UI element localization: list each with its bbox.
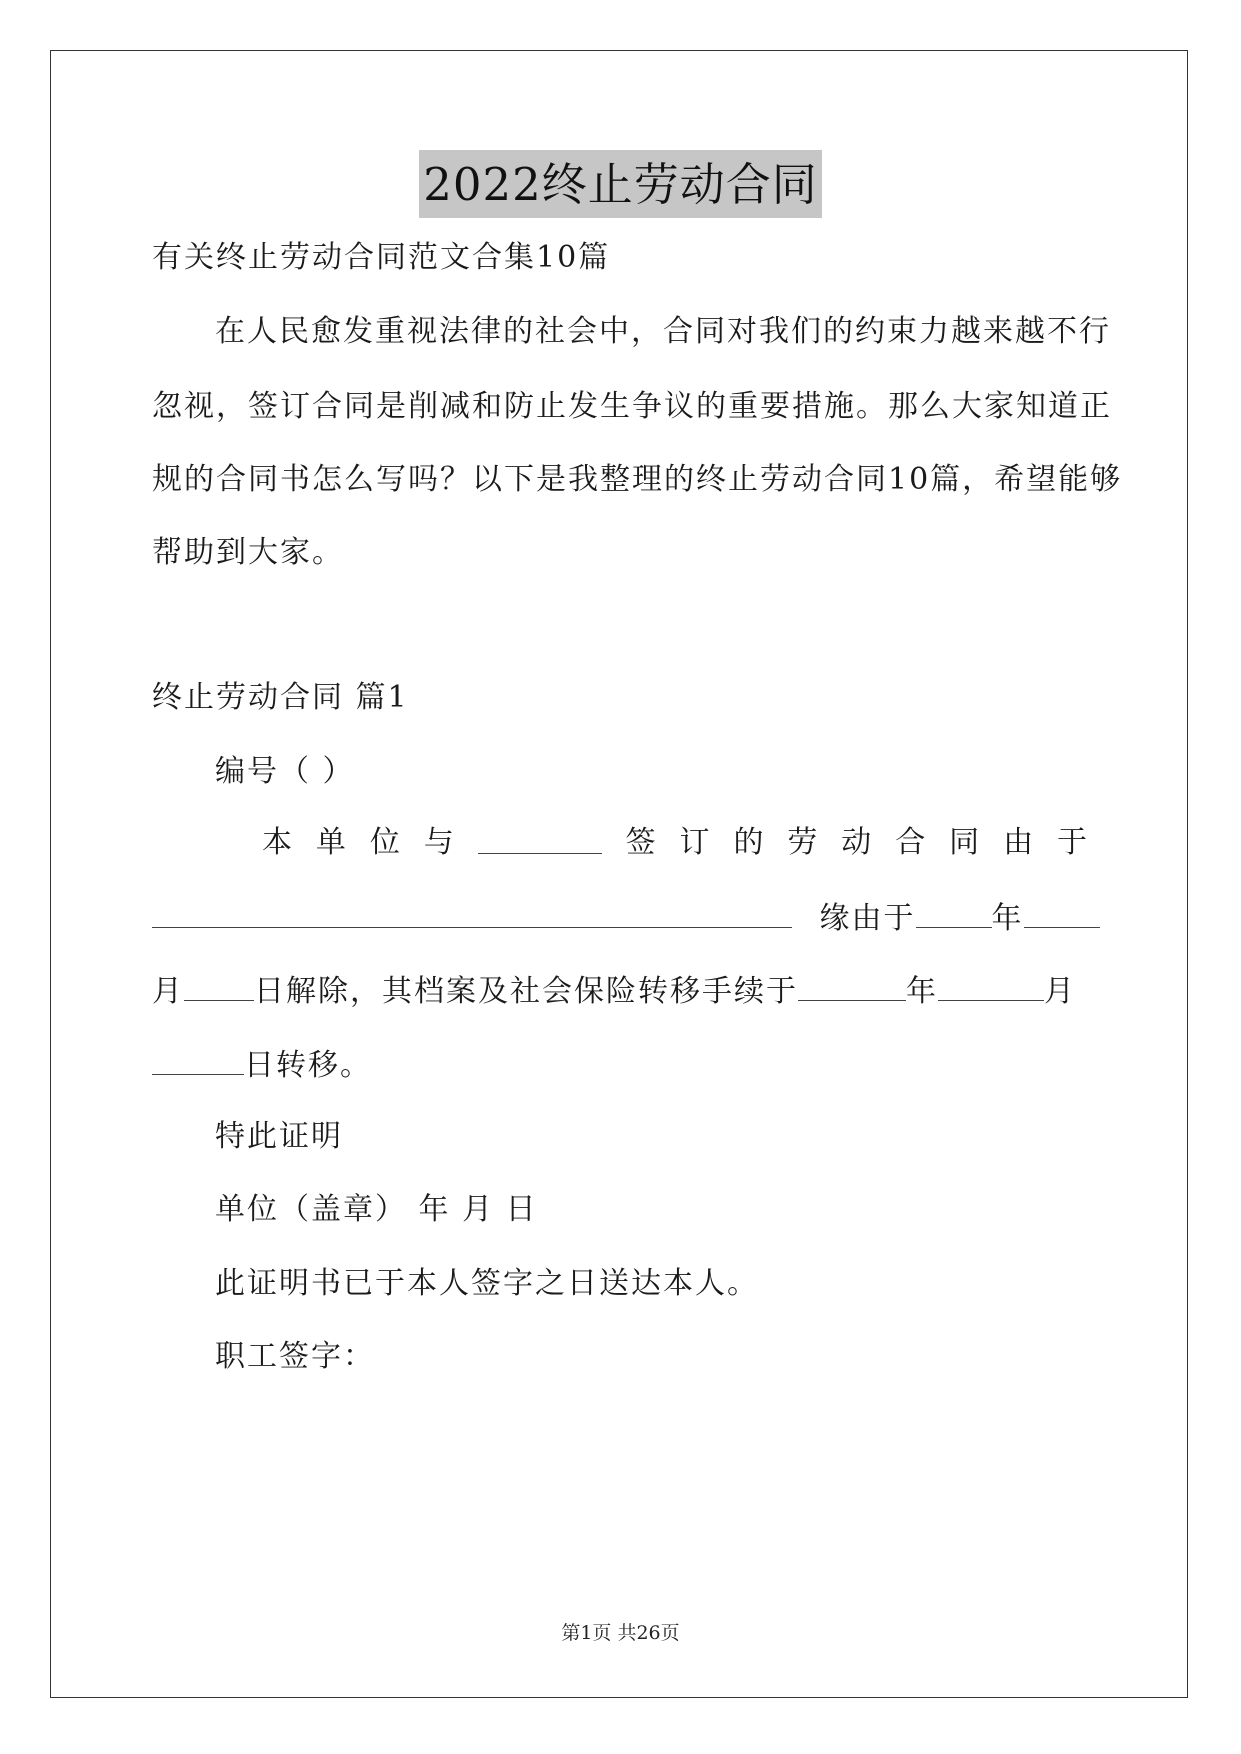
blank-transfer-month <box>938 970 1044 1001</box>
blank-month-end <box>1024 897 1100 928</box>
body-word: 订 <box>679 825 710 860</box>
section-heading: 终止劳动合同 篇1 <box>152 680 409 715</box>
blank-year <box>916 897 992 928</box>
unit-seal-line: 单位（盖章） 年 月 日 <box>215 1192 538 1227</box>
number-label: 编号（ ） <box>215 754 355 789</box>
intro-line-1: 在人民愈发重视法律的社会中，合同对我们的约束力越来越不行 <box>215 314 1111 349</box>
body-word: 签 <box>625 825 656 860</box>
dismissal-text: 日解除，其档案及社会保险转移手续于 <box>254 974 798 1009</box>
year-text: 年 <box>991 901 1024 936</box>
body-word: 单 <box>315 825 346 860</box>
reason-text: 缘由于 <box>819 901 916 936</box>
title-container <box>0 150 1241 218</box>
subtitle: 有关终止劳动合同范文合集10篇 <box>152 240 611 275</box>
blank-transfer-year <box>798 970 906 1001</box>
body-word: 由 <box>1003 825 1034 860</box>
document-title: 2022终止劳动合同 <box>419 150 822 218</box>
intro-line-4: 帮助到大家。 <box>152 535 344 570</box>
blank-transfer-day <box>152 1044 244 1075</box>
body-line-3 <box>152 970 1076 1012</box>
body-word: 同 <box>949 825 980 860</box>
intro-line-2: 忽视，签订合同是削减和防止发生争议的重要措施。那么大家知道正 <box>152 389 1112 424</box>
body-word: 与 <box>423 825 454 860</box>
body-word: 动 <box>841 825 872 860</box>
blank-employee <box>478 823 602 865</box>
body-line-4 <box>152 1044 372 1086</box>
body-word: 位 <box>369 825 400 860</box>
month-text: 月 <box>152 974 184 1009</box>
certify-text: 特此证明 <box>215 1119 343 1154</box>
body-word: 于 <box>1056 825 1087 860</box>
blank-reason <box>152 897 792 928</box>
transfer-year-text: 年 <box>906 974 938 1009</box>
blank-day <box>184 970 254 1001</box>
transfer-day-text: 日转移。 <box>244 1048 372 1083</box>
page-border <box>50 50 1188 1698</box>
intro-line-3: 规的合同书怎么写吗？以下是我整理的终止劳动合同10篇，希望能够 <box>152 462 1123 497</box>
body-word: 劳 <box>787 825 818 860</box>
body-word: 本 <box>262 825 292 860</box>
page-footer: 第1页 共26页 <box>561 1622 680 1644</box>
body-line-2 <box>152 897 1100 939</box>
body-word: 的 <box>733 825 764 860</box>
employee-signature-label: 职工签字： <box>215 1339 375 1374</box>
transfer-month-text: 月 <box>1044 974 1076 1009</box>
delivered-text: 此证明书已于本人签字之日送达本人。 <box>215 1266 759 1301</box>
body-word: 合 <box>895 825 926 860</box>
body-line-1 <box>262 823 1087 865</box>
